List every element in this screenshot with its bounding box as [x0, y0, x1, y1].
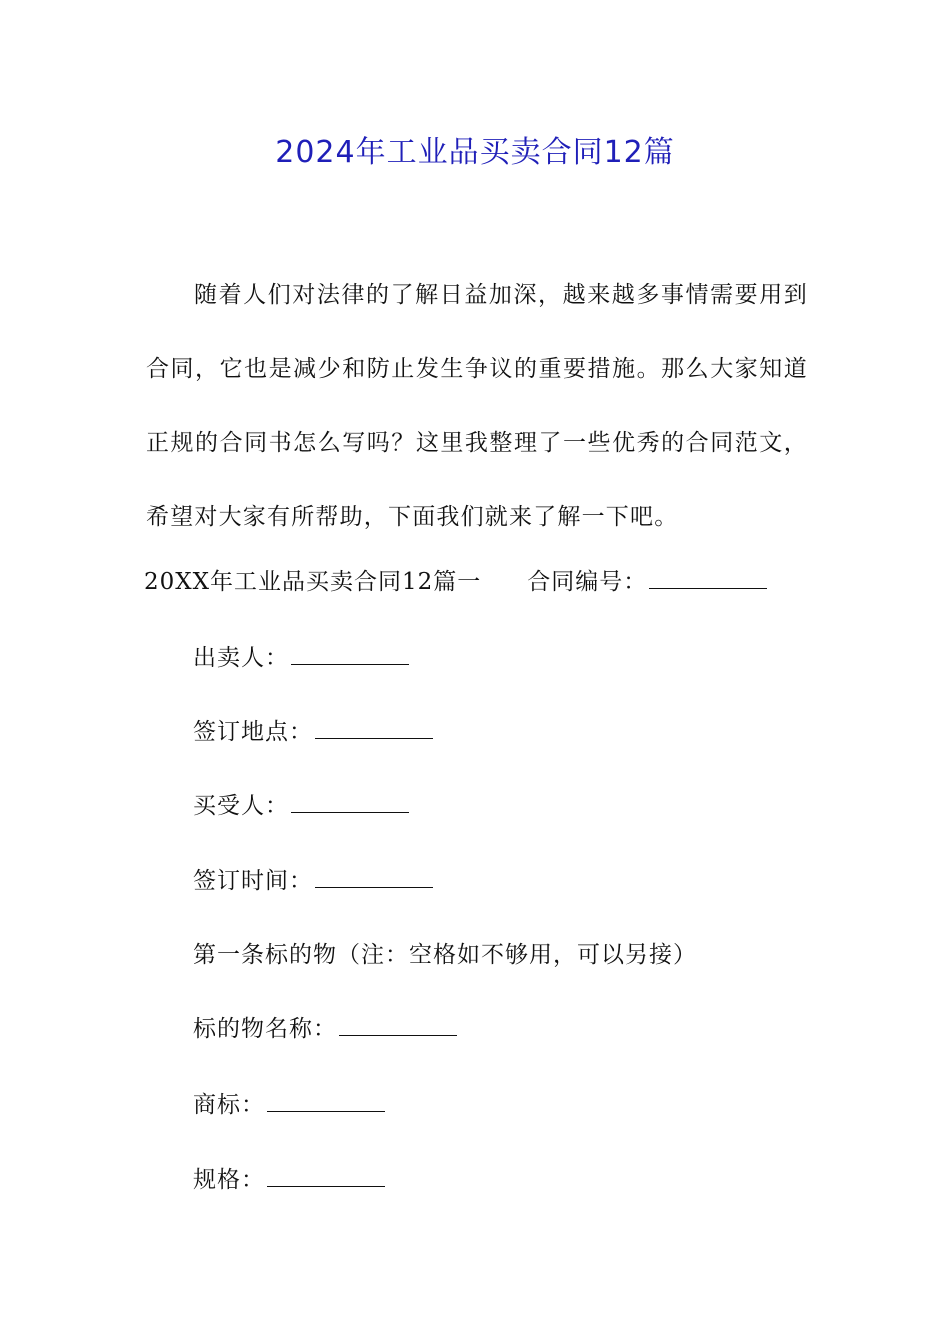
trademark-blank: [267, 1085, 385, 1112]
section-heading: 20XX年工业品买卖合同12篇一: [144, 569, 482, 595]
sign-place-blank: [315, 712, 433, 739]
sign-place-field: [193, 712, 433, 752]
trademark-label: 商标：: [193, 1092, 265, 1118]
seller-field: [193, 638, 409, 678]
document-title: 2024年工业品买卖合同12篇: [275, 135, 675, 170]
sign-time-blank: [315, 861, 433, 888]
intro-paragraph: 随着人们对法律的了解日益加深，越来越多事情需要用到合同，它也是减少和防止发生争议的重要措施。那么大家知道正规的合同书怎么写吗？这里我整理了一些优秀的合同范文，希望对大家有所帮助，下面我们就来了解一下吧。: [146, 282, 808, 530]
contract-number-label: 合同编号：: [527, 569, 648, 595]
contract-number-blank: [649, 562, 767, 589]
sign-place-label: 签订地点：: [193, 719, 313, 745]
seller-label: 出卖人：: [193, 645, 289, 671]
sign-time-field: [193, 861, 433, 901]
article-one-text: 第一条标的物（注：空格如不够用，可以另接）: [193, 942, 697, 968]
section-heading-line: [144, 562, 767, 602]
subject-name-field: [193, 1009, 457, 1049]
specification-field: [193, 1160, 385, 1200]
buyer-label: 买受人：: [193, 793, 289, 819]
subject-name-label: 标的物名称：: [193, 1016, 337, 1042]
seller-blank: [291, 638, 409, 665]
subject-name-blank: [339, 1009, 457, 1036]
specification-blank: [267, 1160, 385, 1187]
specification-label: 规格：: [193, 1167, 265, 1193]
sign-time-label: 签订时间：: [193, 868, 313, 894]
trademark-field: [193, 1085, 385, 1125]
article-one-heading: [193, 935, 697, 975]
buyer-blank: [291, 786, 409, 813]
buyer-field: [193, 786, 409, 826]
